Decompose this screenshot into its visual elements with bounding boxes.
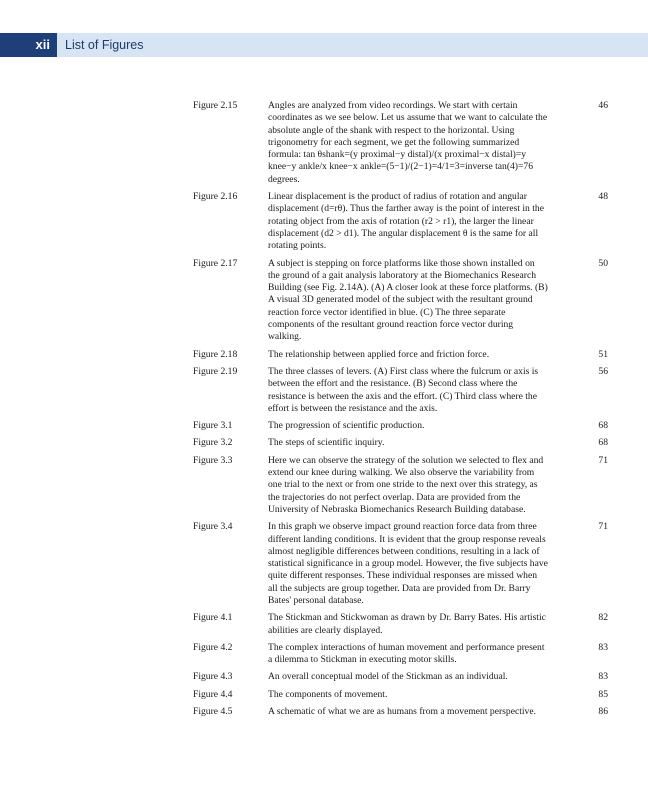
figure-label: Figure 2.17	[193, 257, 238, 269]
figure-caption: The complex interactions of human movement and performance present a dilemma to Stickman in executing motor skills.	[268, 641, 545, 666]
figure-page-number: 83	[598, 641, 608, 653]
running-title: List of Figures	[65, 38, 144, 52]
figure-label: Figure 4.1	[193, 612, 233, 624]
figure-label: Figure 2.19	[193, 365, 238, 377]
figure-page-number: 83	[598, 671, 608, 683]
running-header	[0, 33, 648, 57]
figure-entry	[0, 612, 648, 637]
figure-caption: Linear displacement is the product of radius of rotation and angular displacement (d=rθ). Thus the farther away is the point of interest in the rotating object from the axis of rotation (r2 > r1), the larger the linear displacement (d2 > d1). The angular displacement θ is the same for all rotating points.	[268, 191, 544, 252]
figure-entry	[0, 455, 648, 516]
figure-label: Figure 3.4	[193, 521, 233, 533]
page-number: xii	[0, 33, 57, 57]
figure-label: Figure 4.3	[193, 671, 233, 683]
figure-label: Figure 2.15	[193, 100, 238, 111]
figure-label: Figure 3.3	[193, 454, 233, 466]
figure-caption: The relationship between applied force and friction force.	[268, 348, 490, 360]
figure-entry	[0, 706, 648, 718]
figure-caption: A schematic of what we are as humans from a movement perspective.	[268, 706, 536, 718]
figure-entry	[0, 642, 648, 667]
figure-label: Figure 3.1	[193, 420, 233, 432]
figure-label: Figure 4.5	[193, 706, 233, 718]
figure-page-number: 50	[598, 257, 608, 269]
figure-page-number: 68	[598, 420, 608, 432]
figure-label: Figure 2.16	[193, 191, 238, 203]
figure-label: Figure 4.2	[193, 641, 233, 653]
figure-caption: Angles are analyzed from video recordings. We start with certain coordinates as we see below. Let us assume that we want to calculate the absolute angle of the shank with respect to the horizontal. Using trigonometry for each segment, we get the following summarized formula: tan θshank=(y proximal−y distal)/(x proximal−x distal)=y knee−y ankle/x knee−x ankle=(5−1)/(2−1)=4/1=3=inverse tan(4)=76 degrees.	[268, 100, 548, 185]
figure-caption: Here we can observe the strategy of the solution we selected to flex and extend our knee during walking. We also observe the variability from one trial to the next or from one stride to the next over this strategy, as the trajectories do not perfect overlap. Data are provided from the University of Nebraska Biomechanics Research Building database.	[268, 454, 544, 515]
figure-page-number: 48	[598, 191, 608, 203]
figure-page-number: 85	[598, 688, 608, 700]
figure-caption: An overall conceptual model of the Stickman as an individual.	[268, 671, 508, 683]
figure-caption: The steps of scientific inquiry.	[268, 437, 385, 449]
figure-entry	[0, 420, 648, 432]
figure-caption: The Stickman and Stickwoman as drawn by Dr. Barry Bates. His artistic abilities are clearly displayed.	[268, 612, 546, 636]
figure-entry	[0, 366, 648, 415]
figure-page-number: 82	[598, 612, 608, 624]
figure-caption: The three classes of levers. (A) First class where the fulcrum or axis is between the effort and the resistance. (B) Second class where the resistance is between the axis and the effort. (C) Third class where the effort is between the resistance and the axis.	[268, 365, 539, 414]
figure-entry	[0, 191, 648, 252]
figure-entry	[0, 521, 648, 607]
figure-page-number: 51	[598, 348, 608, 360]
figure-entry	[0, 349, 648, 361]
figure-caption: The progression of scientific production.	[268, 420, 425, 432]
figure-caption: The components of movement.	[268, 688, 388, 700]
figure-page-number: 46	[598, 100, 608, 111]
list-of-figures	[0, 100, 648, 723]
figure-entry	[0, 100, 648, 186]
figure-page-number: 86	[598, 706, 608, 718]
figure-entry	[0, 437, 648, 449]
figure-page-number: 71	[598, 521, 608, 533]
figure-label: Figure 3.2	[193, 437, 233, 449]
figure-entry	[0, 258, 648, 344]
figure-entry	[0, 671, 648, 683]
figure-label: Figure 2.18	[193, 348, 238, 360]
figure-page-number: 71	[598, 454, 608, 466]
figure-caption: In this graph we observe impact ground reaction force data from three different landing conditions. It is evident that the group response reveals almost negligible differences between conditions, resulting in a lack of statistical significance in a group model. However, the five subjects have quite different responses. These individual responses are missed when all the subjects are group together. Data are provided from Dr. Barry Bates' personal database.	[268, 521, 548, 606]
figure-label: Figure 4.4	[193, 688, 233, 700]
figure-page-number: 68	[598, 437, 608, 449]
figure-caption: A subject is stepping on force platforms like those shown installed on the ground of a gait analysis laboratory at the Biomechanics Research Building (see Fig. 2.14A). (A) A closer look at these force platforms. (B) A visual 3D generated model of the subject with the resultant ground reaction force vector identified in blue. (C) The three separate components of the resultant ground reaction force vector during walking.	[268, 257, 548, 343]
figure-entry	[0, 689, 648, 701]
figure-page-number: 56	[598, 365, 608, 377]
